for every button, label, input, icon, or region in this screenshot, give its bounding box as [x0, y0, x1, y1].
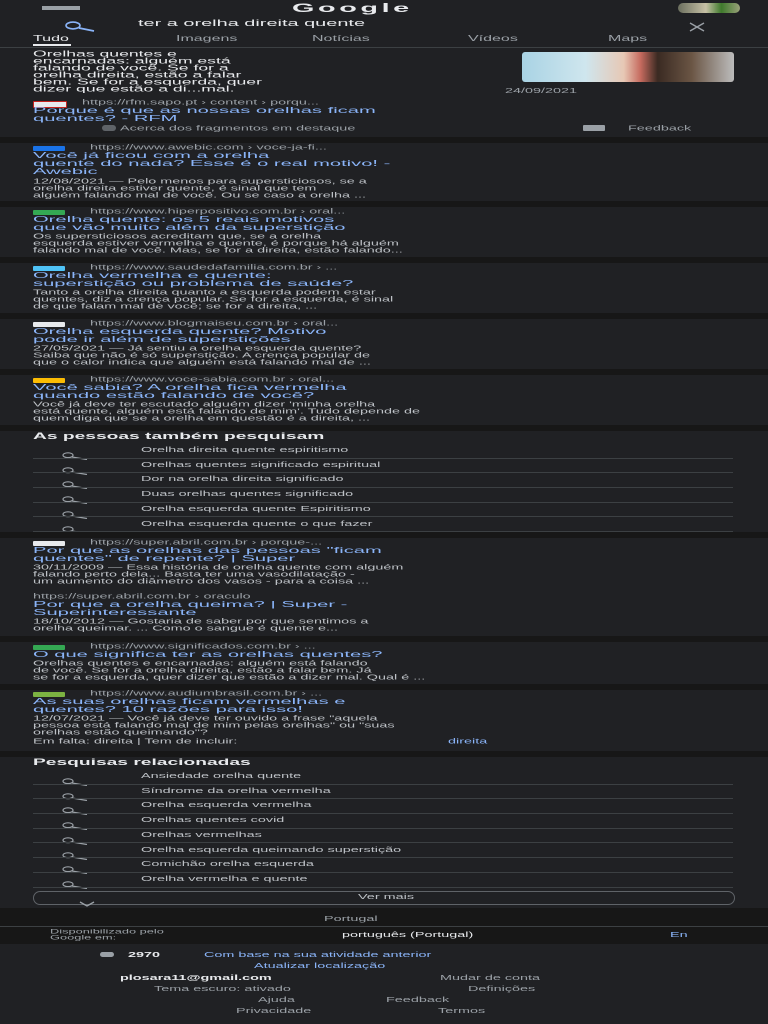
avatar[interactable]: [678, 3, 740, 13]
feedback-footer-link[interactable]: Feedback: [386, 995, 450, 1004]
search-result: [0, 592, 768, 636]
result-snippet: 12/08/2021 — Pelo menos para supersticiosos, se a: [33, 177, 367, 185]
featured-text: dizer que estão a di...mal.: [33, 85, 235, 94]
privacy-link[interactable]: Privacidade: [236, 1006, 312, 1015]
suggestion-row[interactable]: [33, 474, 733, 489]
suggestion-label: Duas orelhas quentes significado: [141, 489, 354, 498]
result-snippet: alguém falando mal de você. Ou se caso a orelha ...: [33, 191, 366, 199]
result-snippet: quentes, diz a crença popular. Se for a esquerda, é sinal: [33, 295, 394, 303]
search-result: [0, 642, 768, 684]
suggestion-label: Orelhas vermelhas: [141, 829, 262, 839]
row-divider: [33, 798, 733, 799]
tab-all[interactable]: Tudo: [33, 34, 69, 44]
result-url: https://www.voce-sabia.com.br › oral...: [90, 375, 335, 383]
result-snippet: pessoa está falando mal de mim pelas orelhas" ou "suas: [33, 721, 395, 729]
terms-link[interactable]: Termos: [438, 1006, 486, 1015]
row-divider: [33, 842, 733, 843]
google-logo[interactable]: Google: [292, 2, 413, 15]
suggestion-label: Orelha esquerda vermelha: [141, 800, 312, 809]
result-url: https://www.awebic.com › voce-ja-fi...: [90, 143, 327, 151]
result-snippet: Tanto a orelha direita quanto a esquerda podem estar: [33, 288, 376, 296]
help-icon[interactable]: [102, 125, 116, 131]
featured-text: orelha direita, estão a falar: [33, 71, 242, 80]
featured-text: Orelhas quentes e: [33, 50, 177, 59]
result-title[interactable]: quentes" de repente? | Super: [33, 553, 296, 563]
search-result: [0, 207, 768, 259]
row-divider: [33, 502, 733, 503]
result-snippet: esquerda estiver vermelha e quente, é porque há alguém: [33, 239, 399, 247]
update-location-link[interactable]: Atualizar localização: [254, 961, 386, 970]
result-url: https://rfm.sapo.pt › content › porqu...: [82, 98, 319, 106]
result-snippet: falando perto dela... Basta ter uma vasodilatação -: [33, 570, 355, 578]
row-divider: [33, 828, 733, 829]
must-include-link[interactable]: direita: [448, 737, 488, 745]
suggestion-row[interactable]: [33, 445, 733, 460]
footer-country: Portugal: [324, 914, 378, 923]
result-url: https://www.significados.com.br › ...: [90, 642, 316, 650]
help-link[interactable]: Ajuda: [258, 995, 295, 1004]
tab-videos[interactable]: Vídeos: [468, 34, 518, 44]
see-more-label: Ver mais: [358, 892, 415, 901]
result-snippet: 27/05/2021 — Já sentiu a orelha esquerda quente?: [33, 344, 362, 352]
footer-available-label: Google em:: [50, 934, 117, 942]
result-title[interactable]: quentes? 10 razões para isso!: [33, 704, 303, 714]
row-divider: [33, 784, 733, 785]
row-divider: [33, 458, 733, 459]
result-title[interactable]: Você sabia? A orelha fica vermelha: [33, 382, 347, 392]
see-more-button[interactable]: [33, 891, 735, 905]
featured-text: bem. Se for a esquerda, quer: [33, 78, 262, 87]
result-title[interactable]: superstição ou problema de saúde?: [33, 278, 354, 288]
feedback-icon[interactable]: [583, 125, 605, 131]
result-snippet: um aumento do diâmetro dos vasos - para a coisa ...: [33, 577, 370, 585]
result-title[interactable]: quando estão falando de você?: [33, 390, 315, 400]
row-divider: [33, 887, 733, 888]
featured-text: encarnadas: alguém está: [33, 57, 231, 66]
tab-news[interactable]: Notícias: [312, 34, 370, 44]
language-option-en[interactable]: En: [670, 930, 688, 939]
suggestion-row[interactable]: [33, 859, 733, 874]
result-url: https://super.abril.com.br › porque-...: [90, 538, 323, 546]
dark-theme-toggle[interactable]: Tema escuro: ativado: [154, 984, 291, 993]
result-snippet: orelha queimar. ... Como o sangue é quente e...: [33, 624, 338, 632]
result-title[interactable]: Por que a orelha queima? | Super -: [33, 599, 348, 609]
result-snippet: falando mal de você. Mas, se for a direita, estão falando...: [33, 246, 403, 254]
row-divider: [33, 487, 733, 488]
result-snippet: de que falam mal de você; se for a direita, ...: [33, 302, 318, 310]
suggestion-row[interactable]: [33, 771, 733, 786]
suggestion-label: Orelha esquerda quente o que fazer: [141, 518, 373, 527]
search-input[interactable]: ter a orelha direita quente: [138, 17, 366, 29]
row-divider: [33, 872, 733, 873]
tab-images[interactable]: Imagens: [176, 34, 238, 44]
about-featured-link[interactable]: Acerca dos fragmentos em destaque: [120, 124, 356, 132]
search-bar[interactable]: [40, 16, 736, 34]
result-title[interactable]: Por que as orelhas das pessoas "ficam: [33, 545, 382, 555]
suggestion-row[interactable]: [33, 800, 733, 815]
suggestion-row[interactable]: [33, 460, 733, 475]
footer: [0, 908, 768, 1024]
search-result: [0, 375, 768, 427]
location-code: 2970: [128, 950, 161, 959]
suggestion-label: Dor na orelha direita significado: [141, 474, 344, 483]
featured-image[interactable]: [522, 52, 734, 82]
row-divider: [33, 472, 733, 473]
language-option[interactable]: português (Portugal): [342, 930, 474, 939]
suggestion-row[interactable]: [33, 786, 733, 801]
suggestion-label: Orelha direita quente espiritismo: [141, 445, 349, 454]
result-title[interactable]: quente do nada? Esse é o real motivo! -: [33, 158, 391, 168]
account-email: plosara11@gmail.com: [120, 973, 272, 982]
footer-divider: [0, 926, 768, 927]
suggestion-label: Orelha esquerda queimando superstição: [141, 844, 402, 853]
featured-snippet: [0, 48, 768, 138]
footer-available-label: Disponibilizado pelo: [50, 928, 164, 936]
result-snippet: de você. Se for a orelha direita, estão a falar bem. Já: [33, 666, 372, 674]
result-snippet: 30/11/2009 — Essa história de orelha quente com alguém: [33, 563, 404, 571]
result-title[interactable]: que vão muito além da superstição: [33, 222, 346, 232]
result-snippet: 12/07/2021 — Você já deve ter ouvido a frase "aquela: [33, 714, 378, 722]
suggestion-row[interactable]: [33, 489, 733, 504]
search-result: [0, 143, 768, 201]
result-title[interactable]: Orelha quente: os 5 reais motivos: [33, 214, 335, 224]
missing-terms-label: Em falta: direita | Tem de incluir:: [33, 737, 238, 745]
suggestion-label: Comichão orelha esquerda: [141, 859, 314, 868]
result-url: https://www.audiumbrasil.com.br › ...: [90, 689, 323, 697]
related-searches: [0, 756, 768, 886]
result-snippet: Os supersticiosos acreditam que, se a orelha: [33, 232, 322, 240]
result-title[interactable]: Orelha vermelha e quente:: [33, 270, 272, 280]
result-url: https://www.saudedafamilia.com.br › ...: [90, 263, 338, 271]
row-divider: [33, 516, 733, 517]
suggestion-row[interactable]: [33, 519, 733, 534]
suggestion-row[interactable]: [33, 874, 733, 889]
result-title[interactable]: O que significa ter as orelhas quentes?: [33, 649, 383, 659]
search-result: [0, 319, 768, 371]
search-result: [0, 263, 768, 315]
tab-maps[interactable]: Maps: [608, 34, 648, 44]
result-title[interactable]: Awebic: [33, 166, 98, 176]
result-title[interactable]: Orelha esquerda quente? Motivo: [33, 326, 327, 336]
result-snippet: Você já deve ter escutado alguém dizer 'minha orelha: [33, 400, 376, 408]
featured-date: 24/09/2021: [505, 86, 578, 95]
result-snippet: Orelhas quentes e encarnadas: alguém está falando: [33, 659, 368, 667]
people-also-search: [0, 430, 768, 532]
section-heading: Pesquisas relacionadas: [33, 756, 251, 768]
search-result: [0, 689, 768, 751]
row-divider: [33, 857, 733, 858]
featured-text: falando de você. Se for a: [33, 64, 229, 73]
tab-all-indicator: [33, 44, 71, 46]
row-divider: [33, 813, 733, 814]
suggestion-label: Orelhas quentes covid: [141, 815, 285, 824]
feedback-link[interactable]: Feedback: [628, 124, 692, 132]
result-title[interactable]: quentes? - RFM: [33, 113, 178, 123]
result-snippet: orelha direita estiver quente, é sinal que tem: [33, 184, 317, 192]
suggestion-row[interactable]: [33, 830, 733, 845]
result-url: https://super.abril.com.br › oraculo: [33, 592, 251, 600]
location-source[interactable]: Com base na sua atividade anterior: [204, 950, 432, 959]
settings-link[interactable]: Definições: [468, 984, 536, 993]
result-snippet: está quente, alguém está falando de mim'. Tudo depende de: [33, 407, 421, 415]
result-title[interactable]: Porque é que as nossas orelhas ficam: [33, 105, 376, 115]
suggestion-row[interactable]: [33, 845, 733, 860]
suggestion-label: Orelha vermelha e quente: [141, 873, 308, 883]
switch-account-link[interactable]: Mudar de conta: [440, 973, 541, 982]
result-title[interactable]: As suas orelhas ficam vermelhas e: [33, 696, 346, 706]
result-snippet: quem diga que se a orelha em questão é a direita, ...: [33, 414, 371, 422]
result-url: https://www.hiperpositivo.com.br › oral...: [90, 207, 346, 215]
result-snippet: orelhas estão queimando"?: [33, 728, 208, 736]
result-title[interactable]: Superinteressante: [33, 607, 197, 617]
result-snippet: que o calor indica que alguém está falando mal de ...: [33, 358, 371, 366]
suggestion-row[interactable]: [33, 504, 733, 519]
suggestion-label: Síndrome da orelha vermelha: [141, 785, 331, 795]
result-snippet: 18/10/2012 — Gostaria de saber por que sentimos a: [33, 617, 369, 625]
section-heading: As pessoas também pesquisam: [33, 430, 325, 442]
search-result: [0, 538, 768, 590]
suggestion-label: Orelhas quentes significado espiritual: [141, 459, 381, 469]
search-tabs: [0, 34, 768, 46]
suggestion-row[interactable]: [33, 815, 733, 830]
result-snippet: se for a esquerda, quer dizer que estão a dizer mal. Qual é ...: [33, 673, 426, 681]
result-url: https://www.blogmaiseu.com.br › oral...: [90, 319, 339, 327]
result-title[interactable]: Você já ficou com a orelha: [33, 150, 270, 160]
suggestion-label: Ansiedade orelha quente: [141, 771, 302, 780]
result-title[interactable]: pode ir além de superstições: [33, 334, 291, 344]
location-dot-icon: [100, 952, 114, 957]
menu-icon[interactable]: [42, 6, 80, 10]
result-snippet: Saiba que não é só superstição. A crença popular de: [33, 351, 371, 359]
suggestion-label: Orelha esquerda quente Espiritismo: [141, 503, 371, 513]
